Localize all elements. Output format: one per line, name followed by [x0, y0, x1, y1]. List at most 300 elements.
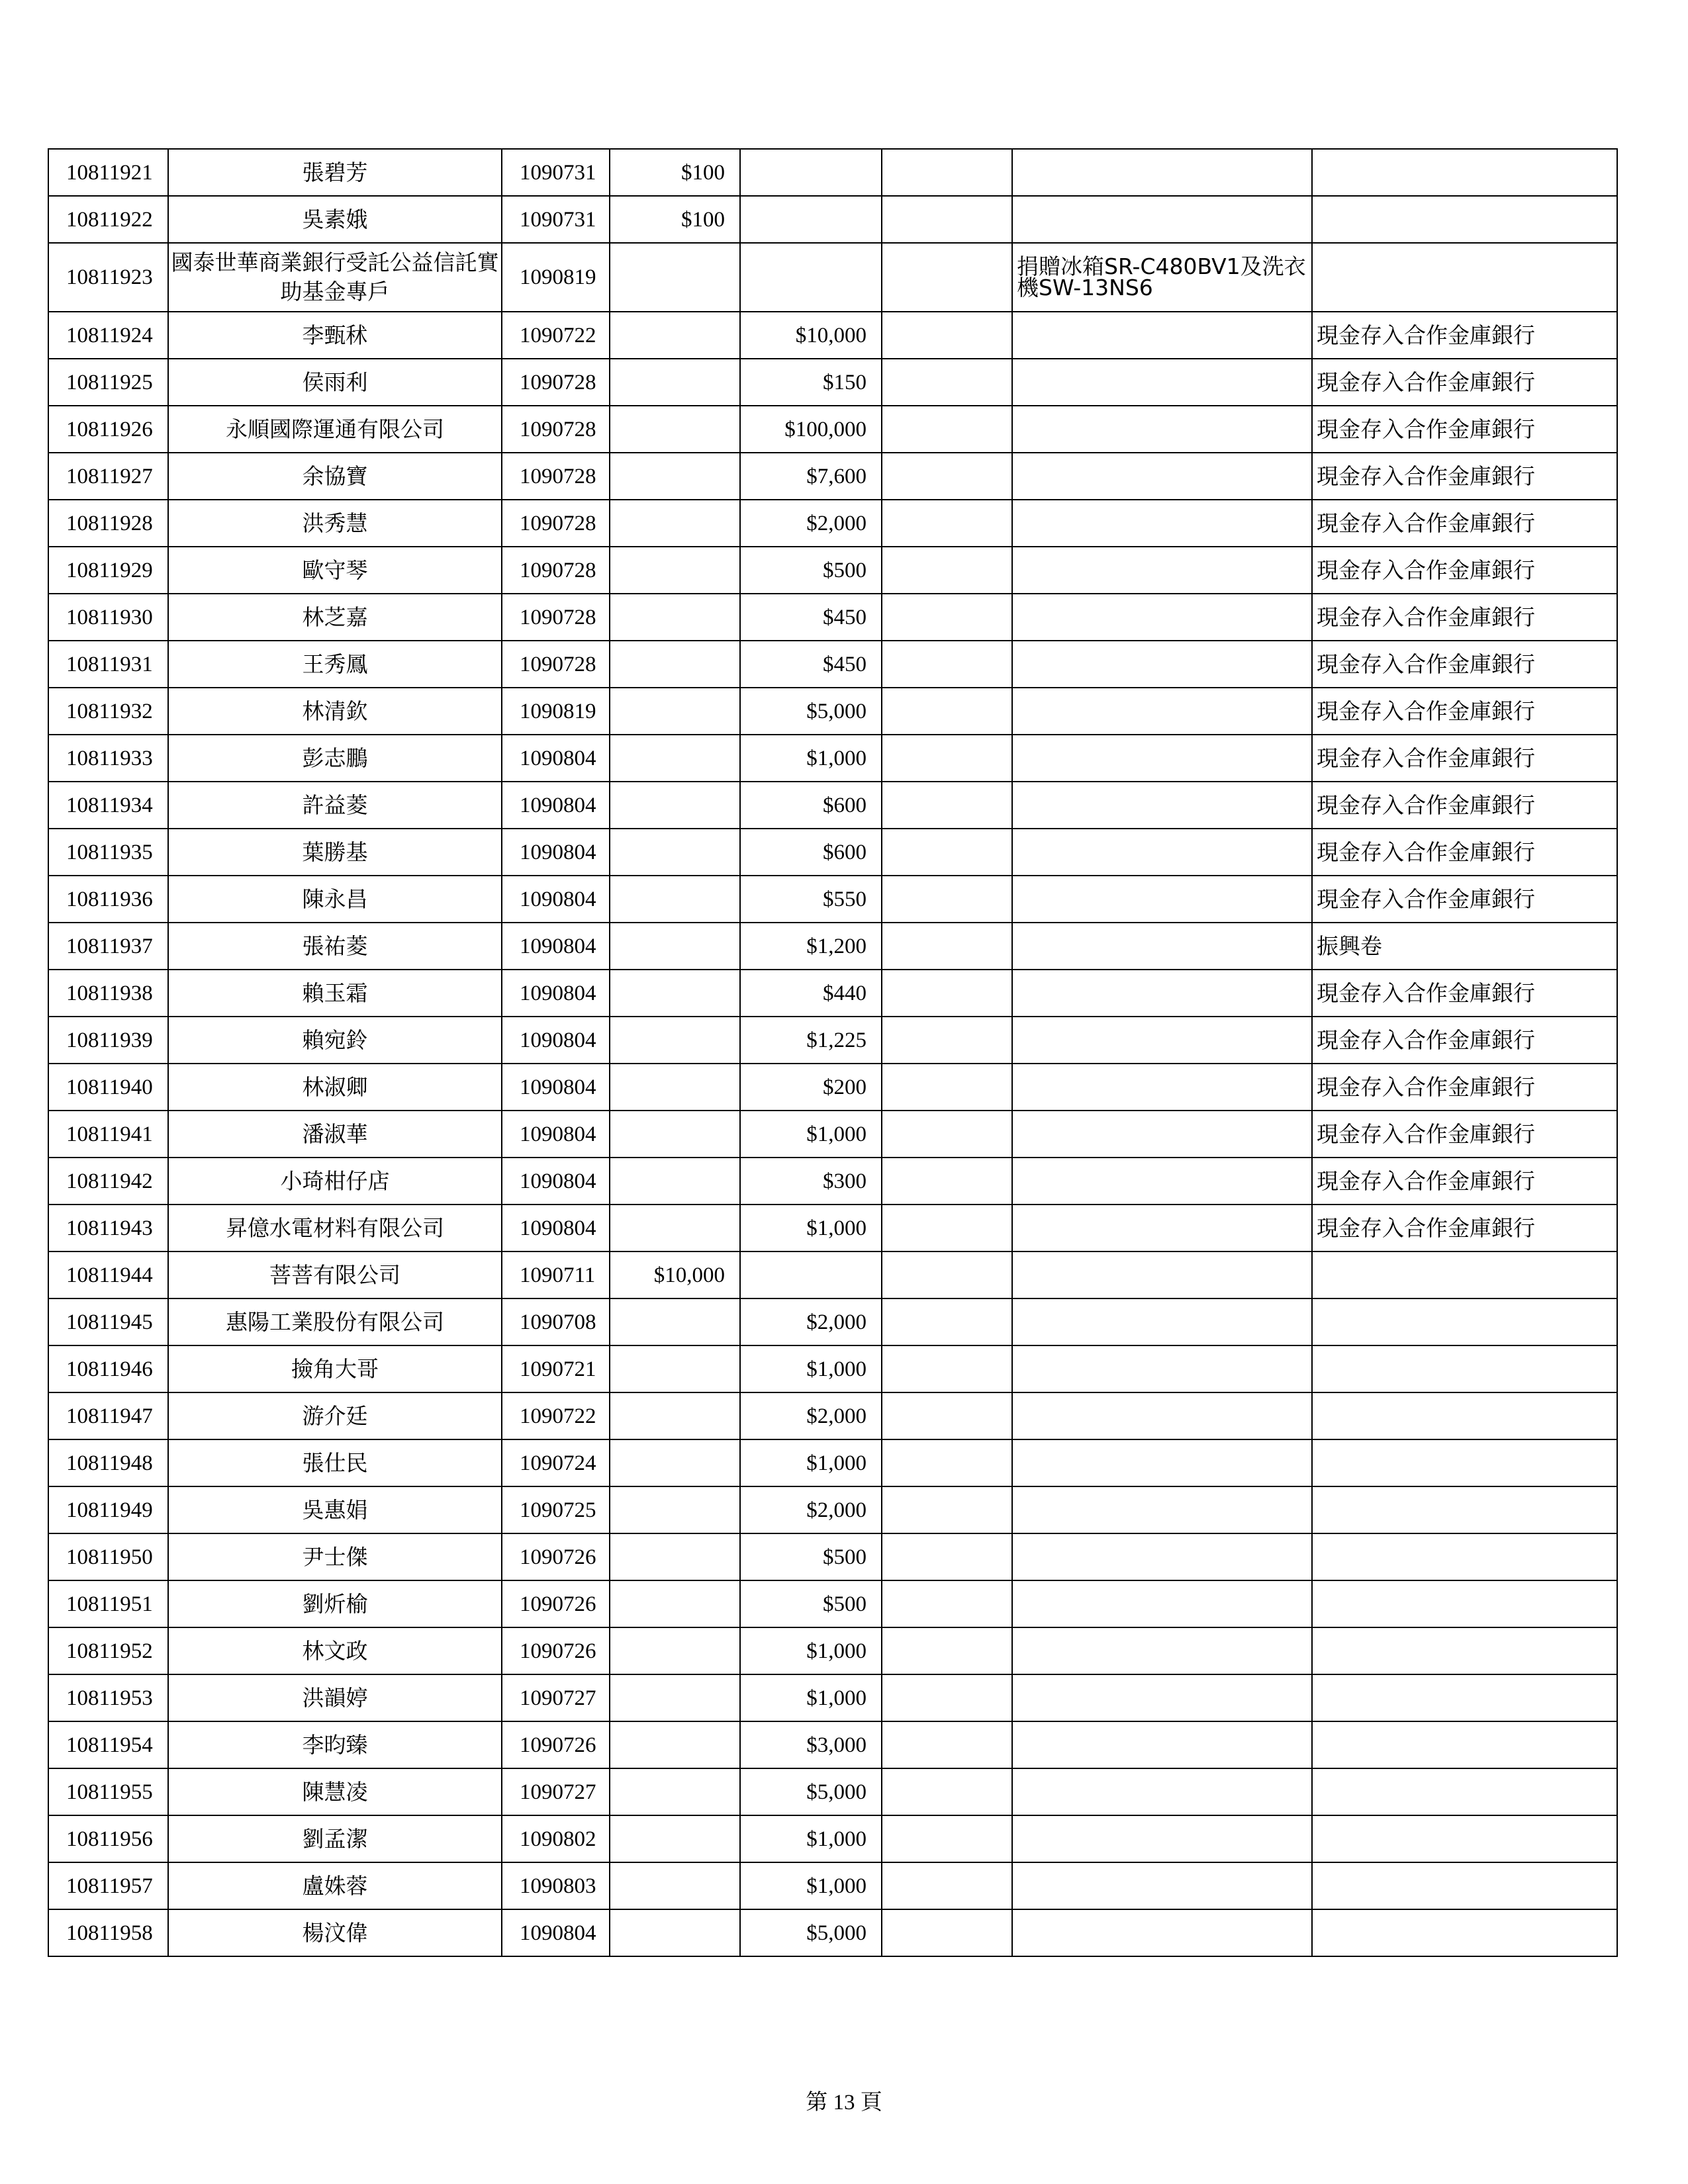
amount-cell-b: $10,000	[740, 312, 882, 359]
table-row	[48, 1017, 1617, 1064]
date-cell: 1090721	[502, 1345, 610, 1392]
receipt-number-cell: 10811921	[48, 149, 168, 196]
blank-cell	[882, 243, 1012, 312]
remark-cell	[1312, 1768, 1617, 1815]
amount-cell-a	[610, 688, 740, 735]
amount-cell-b: $440	[740, 970, 882, 1017]
blank-cell	[882, 1627, 1012, 1674]
blank-cell	[882, 1064, 1012, 1111]
table-row	[48, 688, 1617, 735]
date-cell: 1090711	[502, 1251, 610, 1298]
donor-name-cell: 菩菩有限公司	[168, 1251, 502, 1298]
amount-cell-b: $450	[740, 594, 882, 641]
table-row	[48, 1815, 1617, 1862]
date-cell: 1090804	[502, 735, 610, 782]
amount-cell-b: $1,000	[740, 1674, 882, 1721]
date-cell: 1090726	[502, 1580, 610, 1627]
item-description-cell-text: 捐贈冰箱SR-C480BV1及洗衣機SW-13NS6	[1017, 253, 1306, 300]
receipt-number-cell: 10811931	[48, 641, 168, 688]
date-cell: 1090724	[502, 1439, 610, 1486]
remark-cell: 現金存入合作金庫銀行	[1312, 406, 1617, 453]
amount-cell-a	[610, 829, 740, 876]
remark-cell: 現金存入合作金庫銀行	[1312, 970, 1617, 1017]
amount-cell-a	[610, 1862, 740, 1909]
blank-cell	[882, 735, 1012, 782]
blank-cell	[882, 1017, 1012, 1064]
amount-cell-a	[610, 1158, 740, 1205]
receipt-number-cell: 10811942	[48, 1158, 168, 1205]
item-description-cell	[1012, 1345, 1312, 1392]
receipt-number-cell: 10811949	[48, 1486, 168, 1533]
amount-cell-b: $550	[740, 876, 882, 923]
donor-name-cell: 李昀臻	[168, 1721, 502, 1768]
item-description-cell	[1012, 1298, 1312, 1345]
date-cell: 1090725	[502, 1486, 610, 1533]
item-description-cell	[1012, 1721, 1312, 1768]
donor-name-cell: 尹士傑	[168, 1533, 502, 1580]
amount-cell-b: $5,000	[740, 688, 882, 735]
amount-cell-b	[740, 243, 882, 312]
date-cell: 1090728	[502, 594, 610, 641]
date-cell: 1090731	[502, 149, 610, 196]
date-cell: 1090804	[502, 1111, 610, 1158]
amount-cell-a: $100	[610, 149, 740, 196]
amount-cell-a	[610, 1533, 740, 1580]
item-description-cell	[1012, 243, 1312, 312]
receipt-number-cell: 10811943	[48, 1205, 168, 1251]
table-row	[48, 406, 1617, 453]
table-row	[48, 1439, 1617, 1486]
table-row	[48, 1392, 1617, 1439]
item-description-cell	[1012, 594, 1312, 641]
amount-cell-a	[610, 1768, 740, 1815]
donor-name-cell: 盧姝蓉	[168, 1862, 502, 1909]
item-description-cell	[1012, 641, 1312, 688]
amount-cell-b: $1,000	[740, 1815, 882, 1862]
donor-name-cell: 張仕民	[168, 1439, 502, 1486]
receipt-number-cell: 10811957	[48, 1862, 168, 1909]
item-description-cell	[1012, 312, 1312, 359]
table-row	[48, 1862, 1617, 1909]
receipt-number-cell: 10811929	[48, 547, 168, 594]
donor-name-cell: 張碧芳	[168, 149, 502, 196]
donor-name-cell: 彭志鵬	[168, 735, 502, 782]
item-description-cell	[1012, 1533, 1312, 1580]
remark-cell: 現金存入合作金庫銀行	[1312, 1017, 1617, 1064]
amount-cell-b	[740, 1251, 882, 1298]
blank-cell	[882, 1768, 1012, 1815]
table-row	[48, 1533, 1617, 1580]
item-description-cell	[1012, 1674, 1312, 1721]
blank-cell	[882, 1862, 1012, 1909]
table-row	[48, 1909, 1617, 1956]
blank-cell	[882, 1392, 1012, 1439]
blank-cell	[882, 1909, 1012, 1956]
remark-cell	[1312, 1580, 1617, 1627]
item-description-cell	[1012, 1111, 1312, 1158]
table-row	[48, 1486, 1617, 1533]
amount-cell-b: $500	[740, 547, 882, 594]
item-description-cell	[1012, 923, 1312, 970]
donor-name-cell: 葉勝基	[168, 829, 502, 876]
donor-name-cell: 惠陽工業股份有限公司	[168, 1298, 502, 1345]
amount-cell-a	[610, 1909, 740, 1956]
blank-cell	[882, 594, 1012, 641]
amount-cell-a	[610, 641, 740, 688]
table-row	[48, 970, 1617, 1017]
receipt-number-cell: 10811938	[48, 970, 168, 1017]
donation-table	[48, 148, 1618, 1957]
donor-name-cell: 賴玉霜	[168, 970, 502, 1017]
table-row	[48, 243, 1617, 312]
receipt-number-cell: 10811926	[48, 406, 168, 453]
donor-name-cell: 張祐菱	[168, 923, 502, 970]
item-description-cell	[1012, 970, 1312, 1017]
blank-cell	[882, 1815, 1012, 1862]
item-description-cell	[1012, 1251, 1312, 1298]
date-cell: 1090722	[502, 312, 610, 359]
remark-cell	[1312, 1721, 1617, 1768]
receipt-number-cell: 10811941	[48, 1111, 168, 1158]
amount-cell-a: $100	[610, 196, 740, 243]
date-cell: 1090726	[502, 1627, 610, 1674]
receipt-number-cell: 10811922	[48, 196, 168, 243]
item-description-cell	[1012, 1064, 1312, 1111]
remark-cell	[1312, 1674, 1617, 1721]
blank-cell	[882, 923, 1012, 970]
blank-cell	[882, 406, 1012, 453]
amount-cell-b: $150	[740, 359, 882, 406]
amount-cell-a: $10,000	[610, 1251, 740, 1298]
date-cell: 1090726	[502, 1533, 610, 1580]
remark-cell: 現金存入合作金庫銀行	[1312, 359, 1617, 406]
receipt-number-cell: 10811935	[48, 829, 168, 876]
date-cell: 1090728	[502, 359, 610, 406]
amount-cell-b: $200	[740, 1064, 882, 1111]
amount-cell-b: $1,000	[740, 1111, 882, 1158]
receipt-number-cell: 10811956	[48, 1815, 168, 1862]
table-row	[48, 1298, 1617, 1345]
amount-cell-a	[610, 1298, 740, 1345]
remark-cell: 現金存入合作金庫銀行	[1312, 782, 1617, 829]
remark-cell	[1312, 1815, 1617, 1862]
date-cell: 1090804	[502, 1205, 610, 1251]
remark-cell	[1312, 196, 1617, 243]
remark-cell	[1312, 1345, 1617, 1392]
amount-cell-a	[610, 243, 740, 312]
donor-name-cell: 王秀鳳	[168, 641, 502, 688]
receipt-number-cell: 10811958	[48, 1909, 168, 1956]
date-cell: 1090804	[502, 876, 610, 923]
receipt-number-cell: 10811939	[48, 1017, 168, 1064]
remark-cell	[1312, 1251, 1617, 1298]
donor-name-cell: 林淑卿	[168, 1064, 502, 1111]
donor-name-cell: 許益菱	[168, 782, 502, 829]
table-row	[48, 1064, 1617, 1111]
item-description-cell	[1012, 735, 1312, 782]
amount-cell-a	[610, 312, 740, 359]
blank-cell	[882, 970, 1012, 1017]
item-description-cell	[1012, 688, 1312, 735]
item-description-cell	[1012, 453, 1312, 500]
table-row	[48, 1627, 1617, 1674]
donor-name-cell: 洪韻婷	[168, 1674, 502, 1721]
amount-cell-b: $1,000	[740, 1205, 882, 1251]
blank-cell	[882, 1298, 1012, 1345]
amount-cell-a	[610, 1439, 740, 1486]
amount-cell-a	[610, 1017, 740, 1064]
remark-cell: 現金存入合作金庫銀行	[1312, 500, 1617, 547]
donor-name-cell: 侯雨利	[168, 359, 502, 406]
date-cell: 1090727	[502, 1768, 610, 1815]
blank-cell	[882, 1439, 1012, 1486]
receipt-number-cell: 10811953	[48, 1674, 168, 1721]
amount-cell-a	[610, 1674, 740, 1721]
blank-cell	[882, 1721, 1012, 1768]
donor-name-cell: 潘淑華	[168, 1111, 502, 1158]
blank-cell	[882, 1533, 1012, 1580]
amount-cell-a	[610, 453, 740, 500]
date-cell: 1090819	[502, 688, 610, 735]
item-description-cell	[1012, 1768, 1312, 1815]
donor-name-cell: 劉孟潔	[168, 1815, 502, 1862]
amount-cell-b: $2,000	[740, 500, 882, 547]
table-row	[48, 1674, 1617, 1721]
date-cell: 1090804	[502, 923, 610, 970]
receipt-number-cell: 10811928	[48, 500, 168, 547]
blank-cell	[882, 1486, 1012, 1533]
amount-cell-a	[610, 1815, 740, 1862]
receipt-number-cell: 10811945	[48, 1298, 168, 1345]
date-cell: 1090708	[502, 1298, 610, 1345]
table-row	[48, 1345, 1617, 1392]
blank-cell	[882, 1580, 1012, 1627]
donor-name-cell: 洪秀慧	[168, 500, 502, 547]
blank-cell	[882, 312, 1012, 359]
amount-cell-b: $3,000	[740, 1721, 882, 1768]
blank-cell	[882, 829, 1012, 876]
amount-cell-a	[610, 970, 740, 1017]
donor-name-cell: 劉炘榆	[168, 1580, 502, 1627]
amount-cell-b: $100,000	[740, 406, 882, 453]
receipt-number-cell: 10811936	[48, 876, 168, 923]
date-cell: 1090728	[502, 406, 610, 453]
date-cell: 1090727	[502, 1674, 610, 1721]
amount-cell-b: $500	[740, 1580, 882, 1627]
table-row	[48, 1111, 1617, 1158]
remark-cell	[1312, 1298, 1617, 1345]
item-description-cell	[1012, 500, 1312, 547]
donor-name-cell: 永順國際運通有限公司	[168, 406, 502, 453]
donor-name-cell: 歐守琴	[168, 547, 502, 594]
remark-cell: 現金存入合作金庫銀行	[1312, 829, 1617, 876]
date-cell: 1090803	[502, 1862, 610, 1909]
blank-cell	[882, 547, 1012, 594]
table-row	[48, 359, 1617, 406]
receipt-number-cell: 10811923	[48, 243, 168, 312]
item-description-cell	[1012, 1862, 1312, 1909]
table-row	[48, 735, 1617, 782]
remark-cell	[1312, 1439, 1617, 1486]
remark-cell: 現金存入合作金庫銀行	[1312, 1111, 1617, 1158]
item-description-cell	[1012, 829, 1312, 876]
amount-cell-a	[610, 547, 740, 594]
amount-cell-b: $450	[740, 641, 882, 688]
table-row	[48, 782, 1617, 829]
blank-cell	[882, 1345, 1012, 1392]
blank-cell	[882, 196, 1012, 243]
blank-cell	[882, 1111, 1012, 1158]
donor-name-cell: 陳永昌	[168, 876, 502, 923]
item-description-cell	[1012, 1627, 1312, 1674]
amount-cell-a	[610, 1111, 740, 1158]
amount-cell-a	[610, 1064, 740, 1111]
amount-cell-a	[610, 1486, 740, 1533]
amount-cell-b: $2,000	[740, 1298, 882, 1345]
donor-name-cell	[168, 243, 502, 312]
item-description-cell	[1012, 1205, 1312, 1251]
item-description-cell	[1012, 196, 1312, 243]
date-cell: 1090722	[502, 1392, 610, 1439]
donor-name-cell: 李甄秫	[168, 312, 502, 359]
table-row	[48, 196, 1617, 243]
remark-cell	[1312, 1392, 1617, 1439]
table-row	[48, 453, 1617, 500]
table-row	[48, 1721, 1617, 1768]
donor-name-cell: 小琦柑仔店	[168, 1158, 502, 1205]
amount-cell-a	[610, 1721, 740, 1768]
blank-cell	[882, 359, 1012, 406]
donor-name-cell: 林芝嘉	[168, 594, 502, 641]
receipt-number-cell: 10811927	[48, 453, 168, 500]
item-description-cell	[1012, 1158, 1312, 1205]
amount-cell-b: $5,000	[740, 1909, 882, 1956]
amount-cell-a	[610, 876, 740, 923]
item-description-cell	[1012, 406, 1312, 453]
table-row	[48, 594, 1617, 641]
amount-cell-a	[610, 406, 740, 453]
blank-cell	[882, 1251, 1012, 1298]
receipt-number-cell: 10811944	[48, 1251, 168, 1298]
remark-cell	[1312, 1486, 1617, 1533]
remark-cell: 現金存入合作金庫銀行	[1312, 1158, 1617, 1205]
table-row	[48, 923, 1617, 970]
table-row	[48, 1251, 1617, 1298]
remark-cell	[1312, 243, 1617, 312]
item-description-cell	[1012, 547, 1312, 594]
amount-cell-b: $7,600	[740, 453, 882, 500]
date-cell: 1090804	[502, 829, 610, 876]
date-cell: 1090804	[502, 782, 610, 829]
date-cell: 1090728	[502, 500, 610, 547]
receipt-number-cell: 10811940	[48, 1064, 168, 1111]
receipt-number-cell: 10811954	[48, 1721, 168, 1768]
receipt-number-cell: 10811947	[48, 1392, 168, 1439]
receipt-number-cell: 10811952	[48, 1627, 168, 1674]
remark-cell: 現金存入合作金庫銀行	[1312, 312, 1617, 359]
remark-cell: 振興卷	[1312, 923, 1617, 970]
receipt-number-cell: 10811924	[48, 312, 168, 359]
amount-cell-b: $600	[740, 829, 882, 876]
date-cell: 1090731	[502, 196, 610, 243]
table-row	[48, 500, 1617, 547]
amount-cell-b: $1,000	[740, 1862, 882, 1909]
receipt-number-cell: 10811930	[48, 594, 168, 641]
amount-cell-b	[740, 149, 882, 196]
donor-name-cell-text: 國泰世華商業銀行受託公益信託實助基金專戶	[171, 250, 499, 304]
amount-cell-a	[610, 1627, 740, 1674]
item-description-cell	[1012, 876, 1312, 923]
table-row	[48, 1580, 1617, 1627]
donor-name-cell: 楊汶偉	[168, 1909, 502, 1956]
amount-cell-b: $500	[740, 1533, 882, 1580]
amount-cell-b: $1,000	[740, 1439, 882, 1486]
donor-name-cell: 昇億水電材料有限公司	[168, 1205, 502, 1251]
date-cell: 1090804	[502, 1064, 610, 1111]
date-cell: 1090728	[502, 453, 610, 500]
table-row	[48, 1205, 1617, 1251]
item-description-cell	[1012, 359, 1312, 406]
amount-cell-b: $2,000	[740, 1486, 882, 1533]
amount-cell-b: $1,225	[740, 1017, 882, 1064]
receipt-number-cell: 10811934	[48, 782, 168, 829]
amount-cell-a	[610, 500, 740, 547]
amount-cell-a	[610, 923, 740, 970]
remark-cell: 現金存入合作金庫銀行	[1312, 453, 1617, 500]
amount-cell-b: $1,000	[740, 735, 882, 782]
item-description-cell	[1012, 149, 1312, 196]
date-cell: 1090804	[502, 970, 610, 1017]
blank-cell	[882, 1158, 1012, 1205]
amount-cell-a	[610, 1345, 740, 1392]
remark-cell	[1312, 149, 1617, 196]
remark-cell: 現金存入合作金庫銀行	[1312, 735, 1617, 782]
blank-cell	[882, 453, 1012, 500]
receipt-number-cell: 10811937	[48, 923, 168, 970]
table-body	[48, 149, 1617, 1956]
receipt-number-cell: 10811950	[48, 1533, 168, 1580]
date-cell: 1090804	[502, 1017, 610, 1064]
amount-cell-a	[610, 594, 740, 641]
item-description-cell	[1012, 1909, 1312, 1956]
remark-cell: 現金存入合作金庫銀行	[1312, 547, 1617, 594]
item-description-cell	[1012, 1017, 1312, 1064]
table-row	[48, 149, 1617, 196]
blank-cell	[882, 782, 1012, 829]
remark-cell: 現金存入合作金庫銀行	[1312, 876, 1617, 923]
table-row	[48, 547, 1617, 594]
donor-name-cell: 余協寶	[168, 453, 502, 500]
remark-cell	[1312, 1627, 1617, 1674]
item-description-cell	[1012, 1580, 1312, 1627]
table-row	[48, 1158, 1617, 1205]
table-row	[48, 876, 1617, 923]
donor-name-cell: 賴宛鈴	[168, 1017, 502, 1064]
item-description-cell	[1012, 782, 1312, 829]
item-description-cell	[1012, 1486, 1312, 1533]
amount-cell-b: $1,200	[740, 923, 882, 970]
remark-cell	[1312, 1909, 1617, 1956]
receipt-number-cell: 10811955	[48, 1768, 168, 1815]
table-row	[48, 641, 1617, 688]
amount-cell-b	[740, 196, 882, 243]
blank-cell	[882, 876, 1012, 923]
remark-cell: 現金存入合作金庫銀行	[1312, 1205, 1617, 1251]
blank-cell	[882, 641, 1012, 688]
date-cell: 1090728	[502, 547, 610, 594]
table-row	[48, 829, 1617, 876]
remark-cell: 現金存入合作金庫銀行	[1312, 641, 1617, 688]
